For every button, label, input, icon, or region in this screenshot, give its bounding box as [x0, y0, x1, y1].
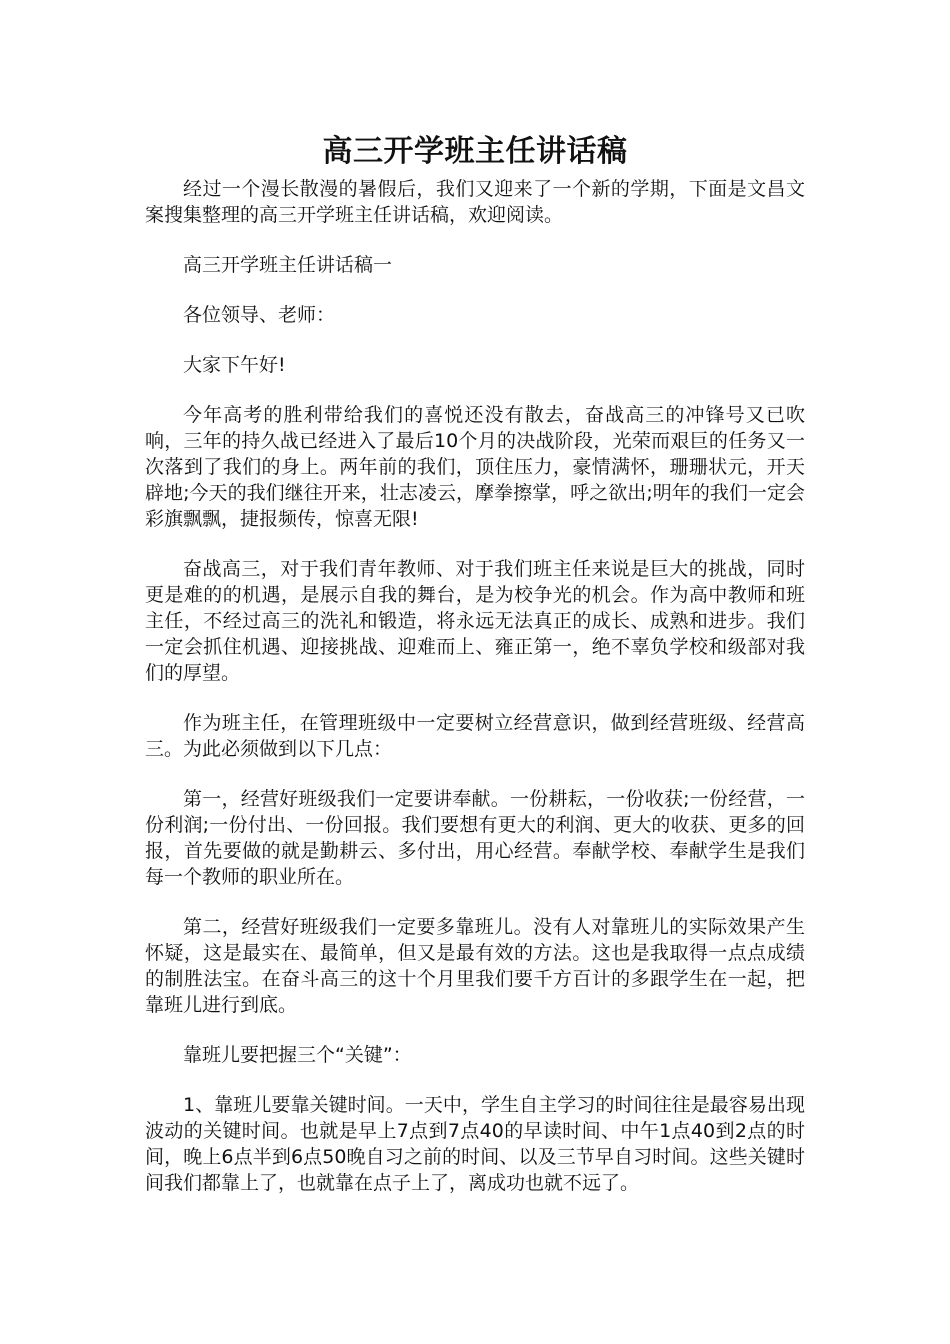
body-paragraph: 奋战高三，对于我们青年教师、对于我们班主任来说是巨大的挑战，同时更是难的的机遇，是展示自我的舞台，是为校争光的机会。作为高中教师和班主任，不经过高三的洗礼和锻造，将永远无法真正的成长、成熟和进步。我们一定会抓住机遇、迎接挑战、迎难而上、雍正第一，绝不辜负学校和级部对我们的厚望。 — [145, 558, 805, 684]
salutation: 各位领导、老师： — [183, 304, 336, 326]
document-page — [145, 132, 805, 1196]
intro-paragraph: 经过一个漫长散漫的暑假后，我们又迎来了一个新的学期，下面是文昌文案搜集整理的高三开学班主任讲话稿，欢迎阅读。 — [145, 178, 805, 226]
document-title: 高三开学班主任讲话稿 — [322, 134, 628, 169]
body-paragraph: 第一，经营好班级我们一定要讲奉献。一份耕耘，一份收获;一份经营，一份利润;一份付出、一份回报。我们要想有更大的利润、更大的收获、更多的回报，首先要做的就是勤耕云、多付出，用心经营。奉献学校、奉献学生是我们每一个教师的职业所在。 — [145, 788, 805, 888]
section-heading: 高三开学班主任讲话稿一 — [183, 254, 393, 276]
body-paragraph: 今年高考的胜利带给我们的喜悦还没有散去，奋战高三的冲锋号又已吹响，三年的持久战已经进入了最后10个月的决战阶段，光荣而艰巨的任务又一次落到了我们的身上。两年前的我们，顶住压力，豪情满怀，珊珊状元，开天辟地;今天的我们继往开来，壮志凌云，摩拳擦掌，呼之欲出;明年的我们一定会彩旗飘飘，捷报频传，惊喜无限! — [145, 404, 805, 530]
body-paragraph: 靠班儿要把握三个“关键”： — [183, 1044, 412, 1066]
body-paragraph: 第二，经营好班级我们一定要多靠班儿。没有人对靠班儿的实际效果产生怀疑，这是最实在、最简单，但又是最有效的方法。这也是我取得一点点成绩的制胜法宝。在奋斗高三的这十个月里我们要千方百计的多跟学生在一起，把靠班儿进行到底。 — [145, 916, 805, 1016]
body-paragraph: 作为班主任，在管理班级中一定要树立经营意识，做到经营班级、经营高三。为此必须做到以下几点： — [145, 712, 805, 760]
body-paragraph: 1、靠班儿要靠关键时间。一天中，学生自主学习的时间往往是最容易出现波动的关键时间。也就是早上7点到7点40的早读时间、中午1点40到2点的时间，晚上6点半到6点50晚自习之前的时间、以及三节早自习时间。这些关键时间我们都靠上了，也就靠在点子上了，离成功也就不远了。 — [145, 1094, 805, 1194]
greeting: 大家下午好! — [183, 354, 286, 376]
